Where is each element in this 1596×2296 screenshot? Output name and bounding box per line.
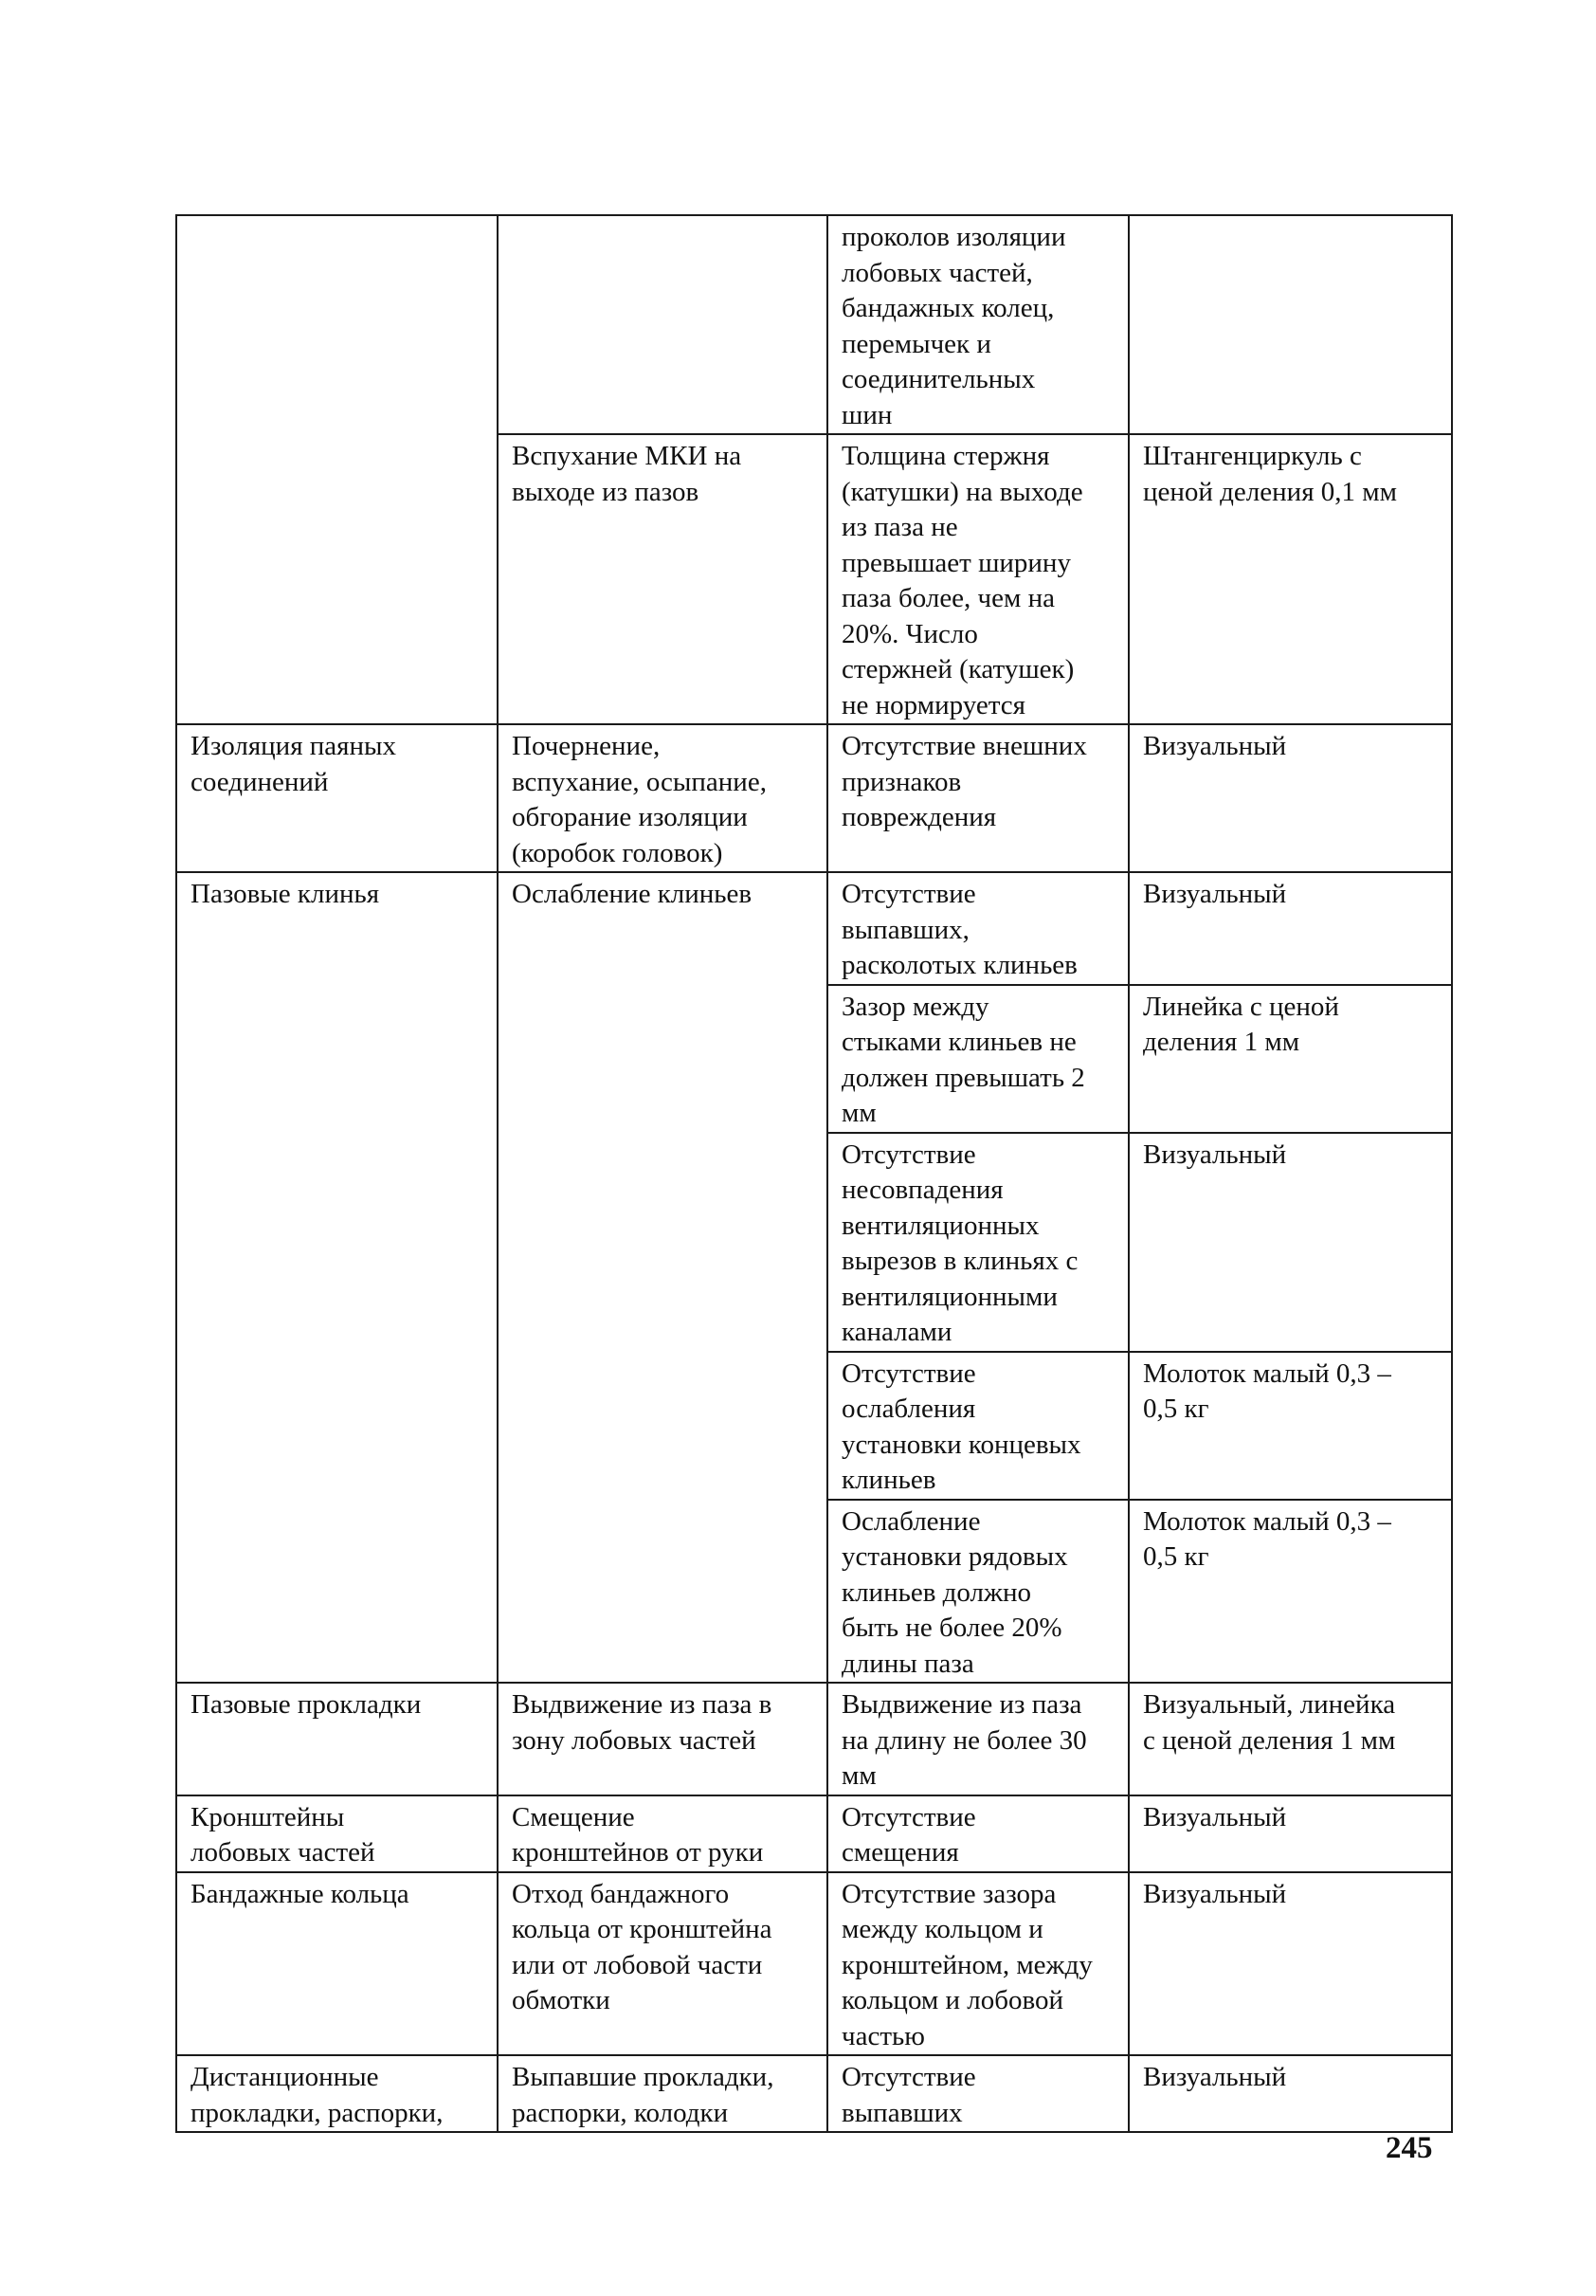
table-cell: Молоток малый 0,3 – 0,5 кг — [1129, 1500, 1452, 1684]
page-number: 245 — [1386, 2131, 1433, 2165]
table-cell: Ослабление установки рядовых клиньев должно быть не более 20% длины паза — [827, 1500, 1129, 1684]
table-cell: Бандажные кольца — [176, 1872, 498, 2056]
table-cell: Визуальный — [1129, 2055, 1452, 2132]
table-cell: Выдвижение из паза в зону лобовых частей — [498, 1683, 827, 1795]
table-cell: Пазовые клинья — [176, 872, 498, 1683]
table-cell: Ослабление клиньев — [498, 872, 827, 1683]
table-row — [176, 1872, 1452, 2056]
table-cell: Визуальный, линейка с ценой деления 1 мм — [1129, 1683, 1452, 1795]
table-cell: Дистанционные прокладки, распорки, — [176, 2055, 498, 2132]
table-cell: Отсутствие несовпадения вентиляционных вырезов в клиньях с вентиляционными каналами — [827, 1133, 1129, 1352]
table-cell: Отсутствие зазора между кольцом и кронштейном, между кольцом и лобовой частью — [827, 1872, 1129, 2056]
table-cell: Кронштейны лобовых частей — [176, 1795, 498, 1872]
table-cell: Отход бандажного кольца от кронштейна или от лобовой части обмотки — [498, 1872, 827, 2056]
table-row — [176, 2055, 1452, 2132]
table-row — [176, 1683, 1452, 1795]
table-cell: Визуальный — [1129, 872, 1452, 985]
table-cell: Пазовые прокладки — [176, 1683, 498, 1795]
table-cell: Визуальный — [1129, 724, 1452, 872]
table-cell: Линейка с ценой деления 1 мм — [1129, 985, 1452, 1133]
table-cell: Визуальный — [1129, 1872, 1452, 2056]
table-cell: Выдвижение из паза на длину не более 30 мм — [827, 1683, 1129, 1795]
table-row — [176, 724, 1452, 872]
table-cell: Отсутствие выпавших, расколотых клиньев — [827, 872, 1129, 985]
table-cell: Вспухание МКИ на выходе из пазов — [498, 434, 827, 724]
table-cell: Визуальный — [1129, 1133, 1452, 1352]
table-cell: Выпавшие прокладки, распорки, колодки — [498, 2055, 827, 2132]
table-cell: проколов изоляции лобовых частей, бандажных колец, перемычек и соединительных шин — [827, 215, 1129, 434]
table-cell: Отсутствие внешних признаков повреждения — [827, 724, 1129, 872]
table-cell: Отсутствие выпавших — [827, 2055, 1129, 2132]
table-cell: Толщина стержня (катушки) на выходе из паза не превышает ширину паза более, чем на 20%. Число стержней (катушек) не нормируется — [827, 434, 1129, 724]
table-row — [176, 215, 1452, 434]
table-row — [176, 872, 1452, 985]
table-cell: Отсутствие ослабления установки концевых клиньев — [827, 1352, 1129, 1500]
table-cell — [176, 215, 498, 724]
table-cell: Отсутствие смещения — [827, 1795, 1129, 1872]
table-cell — [1129, 215, 1452, 434]
inspection-table — [175, 214, 1453, 2133]
table-cell: Молоток малый 0,3 – 0,5 кг — [1129, 1352, 1452, 1500]
table-cell: Смещение кронштейнов от руки — [498, 1795, 827, 1872]
table-cell: Изоляция паяных соединений — [176, 724, 498, 872]
table-cell: Штангенциркуль с ценой деления 0,1 мм — [1129, 434, 1452, 724]
table-cell: Почернение, вспухание, осыпание, обгорание изоляции (коробок головок) — [498, 724, 827, 872]
table-cell: Зазор между стыками клиньев не должен превышать 2 мм — [827, 985, 1129, 1133]
table-cell — [498, 215, 827, 434]
table-row — [176, 1795, 1452, 1872]
table-cell: Визуальный — [1129, 1795, 1452, 1872]
